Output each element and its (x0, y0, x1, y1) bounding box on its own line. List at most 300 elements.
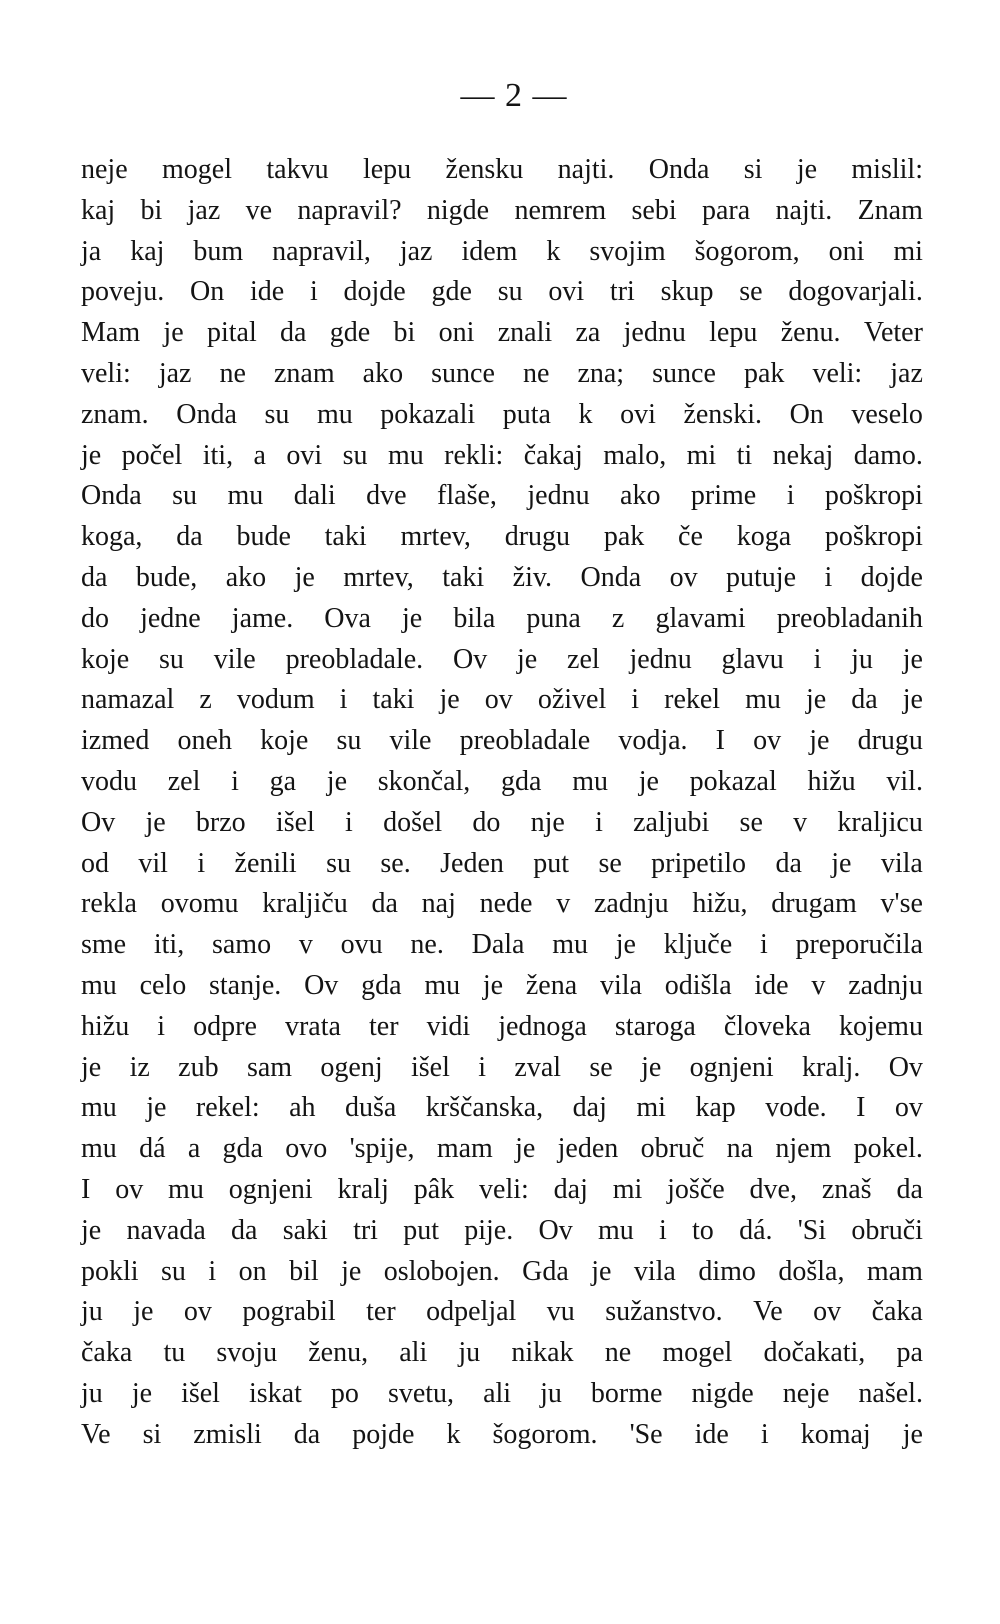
text-line (81, 558, 923, 599)
word: neje (81, 154, 128, 185)
word: sebi (631, 194, 677, 226)
word: ženu. (780, 317, 841, 349)
word: da (896, 1173, 923, 1205)
word: žensku (445, 154, 524, 185)
word: oslobojen. (383, 1255, 500, 1287)
word: on (238, 1255, 267, 1287)
word: ako (620, 480, 661, 512)
word: sunce (652, 357, 716, 389)
word: mu (168, 1173, 204, 1205)
word: stanje. (208, 969, 282, 1001)
word: puna (526, 602, 581, 634)
word: žena (525, 969, 578, 1001)
text-line (81, 1129, 923, 1170)
word: ovi (548, 276, 585, 308)
word: mi (636, 1092, 666, 1124)
word: poveju. (81, 276, 165, 308)
word: je (809, 725, 830, 757)
word: ov (753, 725, 782, 757)
text-line (81, 232, 923, 273)
text-line (81, 599, 923, 640)
word: koje (81, 643, 130, 675)
word: je (902, 1418, 923, 1450)
word: koga (736, 521, 792, 553)
word: mu (572, 765, 608, 797)
word: On (789, 398, 824, 430)
text-line (81, 1007, 923, 1048)
text-line (81, 191, 923, 232)
word: brzo (195, 806, 246, 838)
word: skup (660, 276, 714, 308)
word: jeden (557, 1133, 619, 1165)
word: veselo (851, 398, 923, 430)
word: nje (530, 806, 565, 838)
word: obruč (640, 1133, 705, 1165)
word: put (403, 1214, 439, 1246)
word: neje (782, 1377, 830, 1409)
word: i (345, 806, 353, 838)
word: ja (81, 235, 102, 267)
word: naj (421, 888, 456, 920)
word: zna; (577, 357, 625, 389)
word: daj (553, 1173, 588, 1205)
word: malo, (603, 439, 667, 471)
word: nemrem (514, 194, 607, 226)
word: ov (894, 1092, 923, 1124)
word: ognjeni (689, 1051, 774, 1083)
word: jedne (140, 602, 201, 634)
word: Ve (81, 1418, 111, 1450)
page-number: — 2 — (460, 77, 568, 114)
word: para (701, 194, 751, 226)
word: Ov (888, 1051, 923, 1083)
word: su (161, 1255, 186, 1287)
word: putuje (726, 561, 797, 593)
word: gda (222, 1133, 263, 1165)
word: je (902, 684, 923, 716)
word: v (793, 806, 808, 838)
word: gde (329, 317, 371, 349)
word: vile (389, 725, 432, 757)
word: oneh (177, 725, 232, 757)
word: vodu (81, 765, 137, 797)
word: poškropi (824, 480, 923, 512)
word: mam (436, 1133, 493, 1165)
word: i (786, 480, 795, 512)
word: Ova (324, 602, 371, 634)
word: če (678, 521, 703, 553)
word: jošče (667, 1173, 725, 1205)
text-line (81, 721, 923, 762)
word: je (641, 1051, 662, 1083)
word: I (715, 725, 725, 757)
word: mrtev, (343, 561, 414, 593)
word: ov (115, 1173, 144, 1205)
word: mi (612, 1173, 643, 1205)
word: ov (183, 1296, 212, 1328)
word: to (692, 1214, 714, 1246)
word: vodja. (618, 725, 688, 757)
word: pak (743, 357, 785, 389)
word: ogenj (320, 1051, 383, 1083)
word: pokazal (689, 765, 777, 797)
word: jaz (399, 235, 433, 267)
word: mu (81, 969, 117, 1001)
word: Onda (580, 561, 642, 593)
word: znaš (821, 1173, 872, 1205)
word: komaj (800, 1418, 871, 1450)
text-line (81, 1333, 923, 1374)
text-line (81, 803, 923, 844)
word: pograbil (242, 1296, 336, 1328)
word: vu (546, 1296, 575, 1328)
word: taki (324, 521, 367, 553)
word: i (813, 643, 822, 675)
text-line (81, 1170, 923, 1211)
word: da (280, 317, 307, 349)
word: i (595, 806, 603, 838)
word: je (341, 1255, 362, 1287)
word: ju (851, 643, 873, 675)
text-line (81, 1292, 923, 1333)
word: v (556, 888, 571, 920)
word: zel (167, 765, 201, 797)
text-line (81, 354, 923, 395)
word: napravil, (272, 235, 371, 267)
text-line (81, 476, 923, 517)
word: su (172, 480, 198, 512)
word: si (142, 1418, 162, 1450)
word: se (739, 276, 763, 308)
word: gda (501, 765, 542, 797)
text-line (81, 313, 923, 354)
word: rekel: (195, 1092, 260, 1124)
word: je (831, 847, 852, 879)
word: ovo (285, 1133, 328, 1165)
word: ju (81, 1377, 103, 1409)
word: ako (225, 561, 267, 593)
word: ve (245, 194, 273, 226)
word: tri (609, 276, 635, 308)
word: dve (366, 480, 407, 512)
word: kojemu (838, 1010, 923, 1042)
word: kraljiču (262, 888, 348, 920)
word: našel. (858, 1377, 923, 1409)
word: je (81, 1214, 102, 1246)
word: Onda (81, 480, 142, 512)
word: zval (514, 1051, 562, 1083)
word: v'se (880, 888, 923, 920)
word: sužanstvo. (605, 1296, 723, 1328)
word: kap (695, 1092, 736, 1124)
word: ti (736, 439, 753, 471)
text-line (81, 272, 923, 313)
word: preobladale. (285, 643, 424, 675)
word: oživel (537, 684, 607, 716)
word: dá (139, 1133, 166, 1165)
word: da (81, 561, 108, 593)
word: celo (139, 969, 187, 1001)
word: kaj (130, 235, 165, 267)
word: dojde (343, 276, 406, 308)
word: je (145, 806, 166, 838)
word: napravil? (297, 194, 402, 226)
word: preobladanih (776, 602, 923, 634)
word: se (589, 1051, 613, 1083)
word: mu (552, 929, 588, 961)
word: Onda (176, 398, 237, 430)
word: staroga (614, 1010, 696, 1042)
word: bila (453, 602, 496, 634)
word: najti. (557, 154, 615, 185)
word: ali (399, 1337, 428, 1369)
word: je (615, 929, 636, 961)
word: mi (686, 439, 717, 471)
word: svoju (216, 1337, 278, 1369)
word: rekla (81, 888, 137, 920)
word: navada (126, 1214, 206, 1246)
word: mu (597, 1214, 634, 1246)
word: njem (775, 1133, 832, 1165)
word: išel (181, 1377, 220, 1409)
text-line (81, 395, 923, 436)
word: znam. (81, 398, 149, 430)
word: vila (633, 1255, 676, 1287)
word: čakaj (523, 439, 583, 471)
word: bum (193, 235, 244, 267)
text-line (81, 844, 923, 885)
word: je (638, 765, 659, 797)
word: mam (866, 1255, 923, 1287)
word: samo (211, 929, 272, 961)
word: je (515, 1133, 536, 1165)
word: izmed (81, 725, 150, 757)
word: dogovarjali. (788, 276, 923, 308)
word: bi (393, 317, 416, 349)
word: vidi (426, 1010, 471, 1042)
word: dočakati, (763, 1337, 866, 1369)
word: obruči (851, 1214, 923, 1246)
word: i (208, 1255, 217, 1287)
word: je (439, 684, 460, 716)
word: preobladale (459, 725, 591, 757)
word: počel (121, 439, 183, 471)
word: daj (572, 1092, 607, 1124)
word: ključe (663, 929, 733, 961)
word: je (902, 643, 923, 675)
word: su (159, 643, 184, 675)
word: mislil: (851, 154, 923, 185)
word: 'Se (629, 1418, 663, 1450)
word: i (197, 847, 206, 879)
word: Gda (522, 1255, 569, 1287)
word: zel (567, 643, 600, 675)
word: Veter (863, 317, 923, 349)
word: zaljubi (633, 806, 710, 838)
word: mu (387, 439, 424, 471)
word: i (824, 561, 833, 593)
word: pije. (464, 1214, 514, 1246)
word: bude (236, 521, 291, 553)
word: da (293, 1418, 321, 1450)
word: taki (372, 684, 415, 716)
word: bude, (135, 561, 198, 593)
word: ah (289, 1092, 316, 1124)
word: pa (896, 1337, 923, 1369)
word: jaz (158, 357, 192, 389)
word: svojim (589, 235, 666, 267)
word: je (131, 1377, 153, 1409)
word: odpeljal (426, 1296, 517, 1328)
word: hižu, (692, 888, 748, 920)
word: duša (345, 1092, 397, 1124)
word: hižu (81, 1010, 130, 1042)
word: ali (483, 1377, 512, 1409)
word: drugu (504, 521, 571, 553)
word: ognjeni (228, 1173, 313, 1205)
word: sam (246, 1051, 293, 1083)
word: jednoga (498, 1010, 587, 1042)
word: zmisli (193, 1418, 262, 1450)
word: kraljicu (837, 806, 923, 838)
text-line (81, 925, 923, 966)
word: išel (275, 806, 315, 838)
word: su (336, 725, 362, 757)
word: Ve (753, 1296, 783, 1328)
word: za (575, 317, 601, 349)
word: Ov (452, 643, 488, 675)
word: na (726, 1133, 754, 1165)
word: namazal (81, 684, 175, 716)
word: vila (599, 969, 642, 1001)
word: nigde (426, 194, 490, 226)
word: dali (293, 480, 336, 512)
word: krščanska, (425, 1092, 544, 1124)
word: se (598, 847, 622, 879)
word: tri (353, 1214, 378, 1246)
word: i (631, 684, 640, 716)
word: k (546, 235, 561, 267)
word: je (805, 684, 827, 716)
word: sunce (431, 357, 495, 389)
word: ov (484, 684, 513, 716)
word: čaka (81, 1337, 133, 1369)
word: skončal, (377, 765, 471, 797)
word: taki (442, 561, 485, 593)
word: ako (362, 357, 404, 389)
word: pripetilo (651, 847, 747, 879)
word: ovi (286, 439, 323, 471)
word: je (146, 1092, 167, 1124)
text-line (81, 1374, 923, 1415)
word: sme (81, 929, 127, 961)
word: vrata (284, 1010, 341, 1042)
word: ovi (620, 398, 656, 430)
word: pokli (81, 1255, 139, 1287)
word: Ov (538, 1214, 573, 1246)
word: mu (424, 969, 461, 1001)
word: šogorom. (492, 1418, 598, 1450)
text-line (81, 1088, 923, 1129)
word: rekli: (444, 439, 504, 471)
word: da (371, 888, 398, 920)
word: hižu (807, 765, 856, 797)
word: je (482, 969, 504, 1001)
word: znali (497, 317, 553, 349)
text-line (81, 1415, 923, 1456)
word: znam (273, 357, 335, 389)
word: i (659, 1214, 667, 1246)
word: a (187, 1133, 201, 1165)
word: idem (461, 235, 518, 267)
word: iz (129, 1051, 150, 1083)
word: drugam (771, 888, 857, 920)
word: a (253, 439, 266, 471)
word: borme (590, 1377, 663, 1409)
word: nekaj (772, 439, 834, 471)
word: dojde (860, 561, 923, 593)
word: Onda (648, 154, 710, 185)
word: tu (163, 1337, 186, 1369)
word: ov (669, 561, 698, 593)
word: ne (604, 1337, 632, 1369)
word: ne (219, 357, 246, 389)
word: kralj (337, 1173, 389, 1205)
word: zadnju (593, 888, 669, 920)
word: On (189, 276, 225, 308)
word: mogel (662, 1337, 733, 1369)
word: 'Si (797, 1214, 827, 1246)
word: je (796, 154, 818, 185)
word: došel (383, 806, 443, 838)
word: človeka (723, 1010, 811, 1042)
word: mu (81, 1133, 117, 1165)
word: veli: (479, 1173, 529, 1205)
word: 'spije, (349, 1133, 415, 1165)
word: došla, (778, 1255, 845, 1287)
word: mi (893, 235, 923, 267)
word: puta (502, 398, 551, 430)
word: pak (603, 521, 645, 553)
word: zadnju (848, 969, 923, 1001)
word: I (856, 1092, 866, 1124)
word: odpre (193, 1010, 257, 1042)
word: dve, (749, 1173, 797, 1205)
word: oni (828, 235, 865, 267)
text-line (81, 884, 923, 925)
word: je (402, 602, 423, 634)
word: da (851, 684, 878, 716)
word: po (330, 1377, 359, 1409)
word: je (133, 1296, 154, 1328)
word: k (578, 398, 593, 430)
word: ide (249, 276, 285, 308)
word: vodum (236, 684, 315, 716)
word: i (231, 765, 239, 797)
word: oni (438, 317, 475, 349)
word: gde (431, 276, 472, 308)
word: drugu (857, 725, 923, 757)
word: poškropi (824, 521, 923, 553)
word: v (811, 969, 826, 1001)
word: veli: (812, 357, 863, 389)
word: vile (213, 643, 256, 675)
text-line (81, 966, 923, 1007)
word: Ov (304, 969, 339, 1001)
word: je (81, 439, 102, 471)
word: ovomu (160, 888, 239, 920)
word: vode. (765, 1092, 827, 1124)
